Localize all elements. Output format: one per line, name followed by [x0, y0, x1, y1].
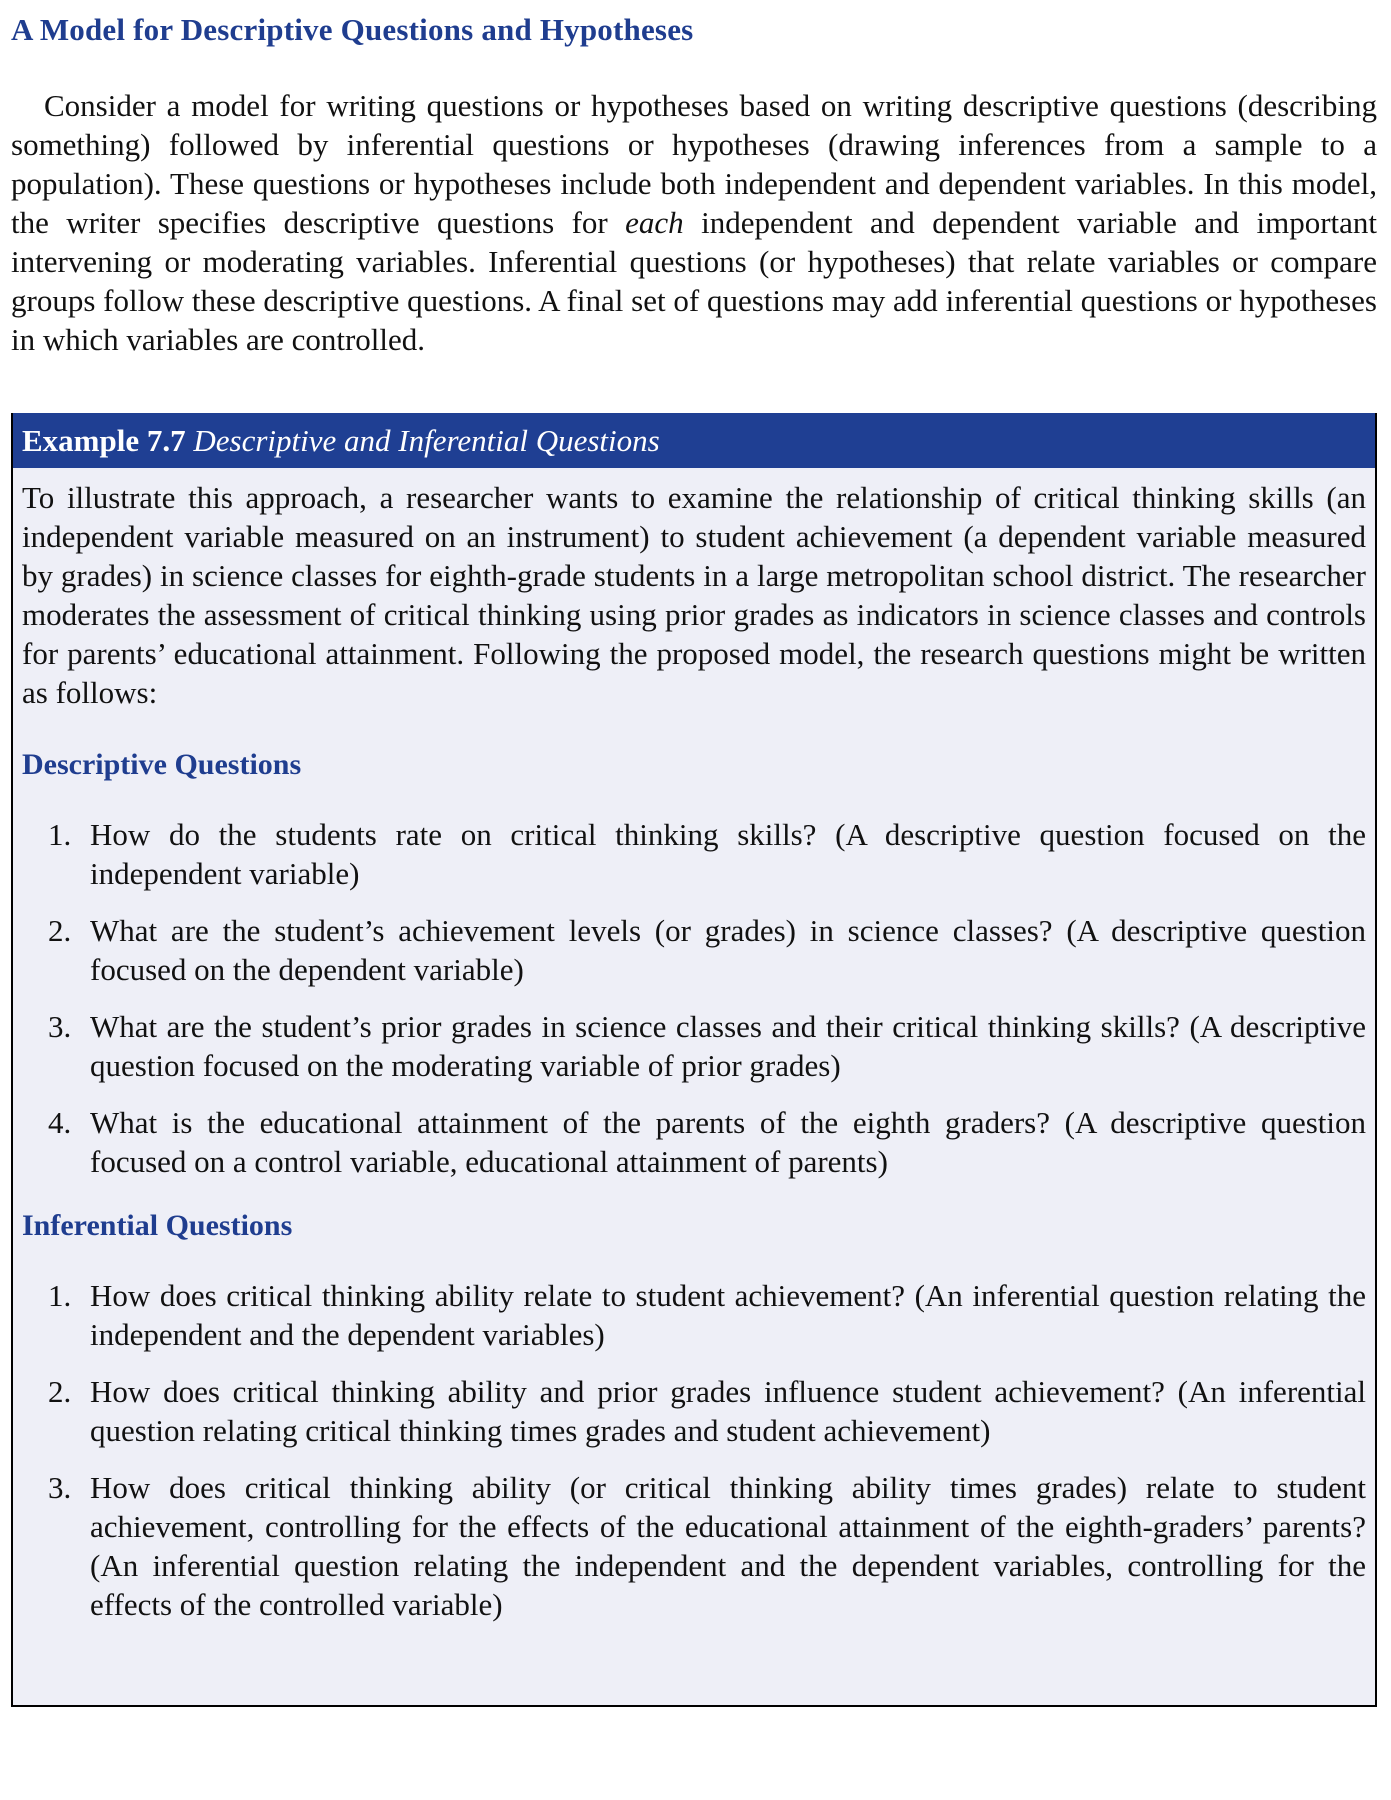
list-item	[22, 1468, 1366, 1624]
inferential-questions-heading: Inferential Questions	[22, 1209, 293, 1242]
list-item	[22, 1007, 1366, 1085]
example-header	[13, 413, 1375, 468]
intro-paragraph	[11, 86, 1377, 359]
descriptive-questions-list	[22, 815, 1366, 1181]
item-text: What are the student’s achievement levels (or grades) in science classes? (A descriptive question focused on the dependent variable)	[90, 913, 1366, 987]
item-text: What is the educational attainment of the parents of the eighth graders? (A descriptive question focused on a control variable, educational attainment of parents)	[90, 1105, 1366, 1179]
list-item	[22, 911, 1366, 989]
example-box	[11, 413, 1377, 1707]
section-title: A Model for Descriptive Questions and Hypotheses	[11, 12, 694, 47]
item-text: How do the students rate on critical thinking skills? (A descriptive question focused on the independent variable)	[90, 817, 1366, 891]
intro-emphasis: each	[625, 205, 684, 240]
example-label: Example 7.7	[22, 423, 186, 458]
item-text: How does critical thinking ability (or critical thinking ability times grades) relate to student achievement, controlling for the effects of the educational attainment of the eighth-graders’ parents? (An inferential question relating the independent and the dependent variables, controlling for the effects of the controlled variable)	[90, 1470, 1366, 1622]
example-body	[13, 468, 1375, 1624]
item-number: 3.	[48, 1009, 72, 1044]
item-number: 2.	[48, 913, 72, 948]
example-intro: To illustrate this approach, a researcher wants to examine the relationship of critical thinking skills (an independent variable measured on an instrument) to student achievement (a dependent variable measured by grades) in science classes for eighth-grade students in a large metropolitan school district. The researcher moderates the assessment of critical thinking using prior grades as indicators in science classes and controls for parents’ educational attainment. Following the proposed model, the research questions might be written as follows:	[22, 480, 1366, 710]
list-item	[22, 1103, 1366, 1181]
list-item	[22, 1276, 1366, 1354]
inferential-questions-list	[22, 1276, 1366, 1624]
item-number: 1.	[48, 1278, 72, 1313]
descriptive-questions-heading: Descriptive Questions	[22, 748, 302, 781]
intro-text-end: independent and dependent variable and important intervening or moderating variables. Inferential questions (or hypotheses) that relate variables or compare groups follow these descriptive questions. A final set of questions may add inferential questions or hypotheses in which variables are controlled.	[11, 205, 1377, 357]
item-number: 3.	[48, 1470, 72, 1505]
item-text: How does critical thinking ability relate to student achievement? (An inferential question relating the independent and the dependent variables)	[90, 1278, 1366, 1352]
list-item	[22, 815, 1366, 893]
item-text: How does critical thinking ability and prior grades influence student achievement? (An inferential question relating critical thinking times grades and student achievement)	[90, 1374, 1366, 1448]
item-text: What are the student’s prior grades in science classes and their critical thinking skills? (A descriptive question focused on the moderating variable of prior grades)	[90, 1009, 1366, 1083]
item-number: 4.	[48, 1105, 72, 1140]
intro-text-start: Consider a model for writing questions or hypotheses based on writing descriptive questions (describing something) followed by inferential questions or hypotheses (drawing inferences from a sample to a population). These questions or hypotheses include both independent and dependent variables. In this model, the writer specifies descriptive questions for	[11, 88, 1377, 240]
item-number: 1.	[48, 817, 72, 852]
list-item	[22, 1372, 1366, 1450]
example-subtitle: Descriptive and Inferential Questions	[193, 423, 660, 458]
item-number: 2.	[48, 1374, 72, 1409]
